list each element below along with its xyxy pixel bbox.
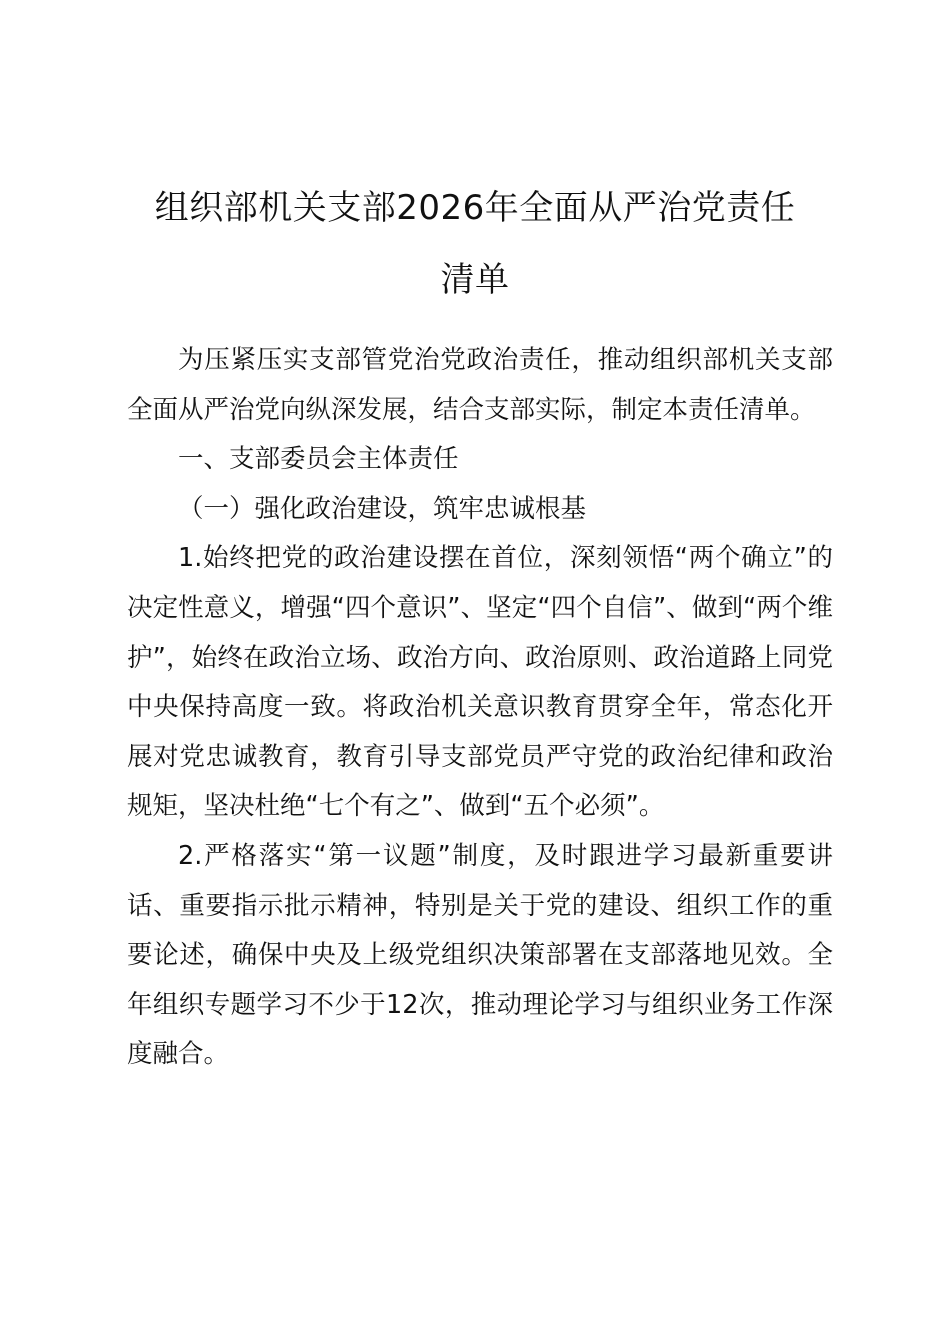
clause-paragraph-2: 2.严格落实“第一议题”制度，及时跟进学习最新重要讲话、重要指示批示精神，特别是关于党的建设、组织工作的重要论述，确保中央及上级党组织决策部署在支部落地见效。全年组织专题学习不少于12次，推动理论学习与组织业务工作深度融合。 [127, 840, 833, 1070]
intro-paragraph: 为压紧压实支部管党治党政治责任，推动组织部机关支部全面从严治党向纵深发展，结合支部实际，制定本责任清单。 [127, 345, 833, 425]
document-body [127, 336, 833, 1080]
document-title-line-2: 清单 [440, 260, 510, 300]
subsection-heading: （一）强化政治建设，筑牢忠诚根基 [178, 493, 587, 524]
section-heading: 一、支部委员会主体责任 [178, 444, 459, 475]
document-title-line-1: 组织部机关支部2026年全面从严治党责任 [154, 188, 796, 228]
clause-paragraph-1: 1.始终把党的政治建设摆在首位，深刻领悟“两个确立”的决定性意义，增强“四个意识”、坚定“四个自信”、做到“两个维护”，始终在政治立场、政治方向、政治原则、政治道路上同党中央保持高度一致。将政治机关意识教育贯穿全年，常态化开展对党忠诚教育，教育引导支部党员严守党的政治纪律和政治规矩，坚决杜绝“七个有之”、做到“五个必须”。 [127, 543, 833, 822]
